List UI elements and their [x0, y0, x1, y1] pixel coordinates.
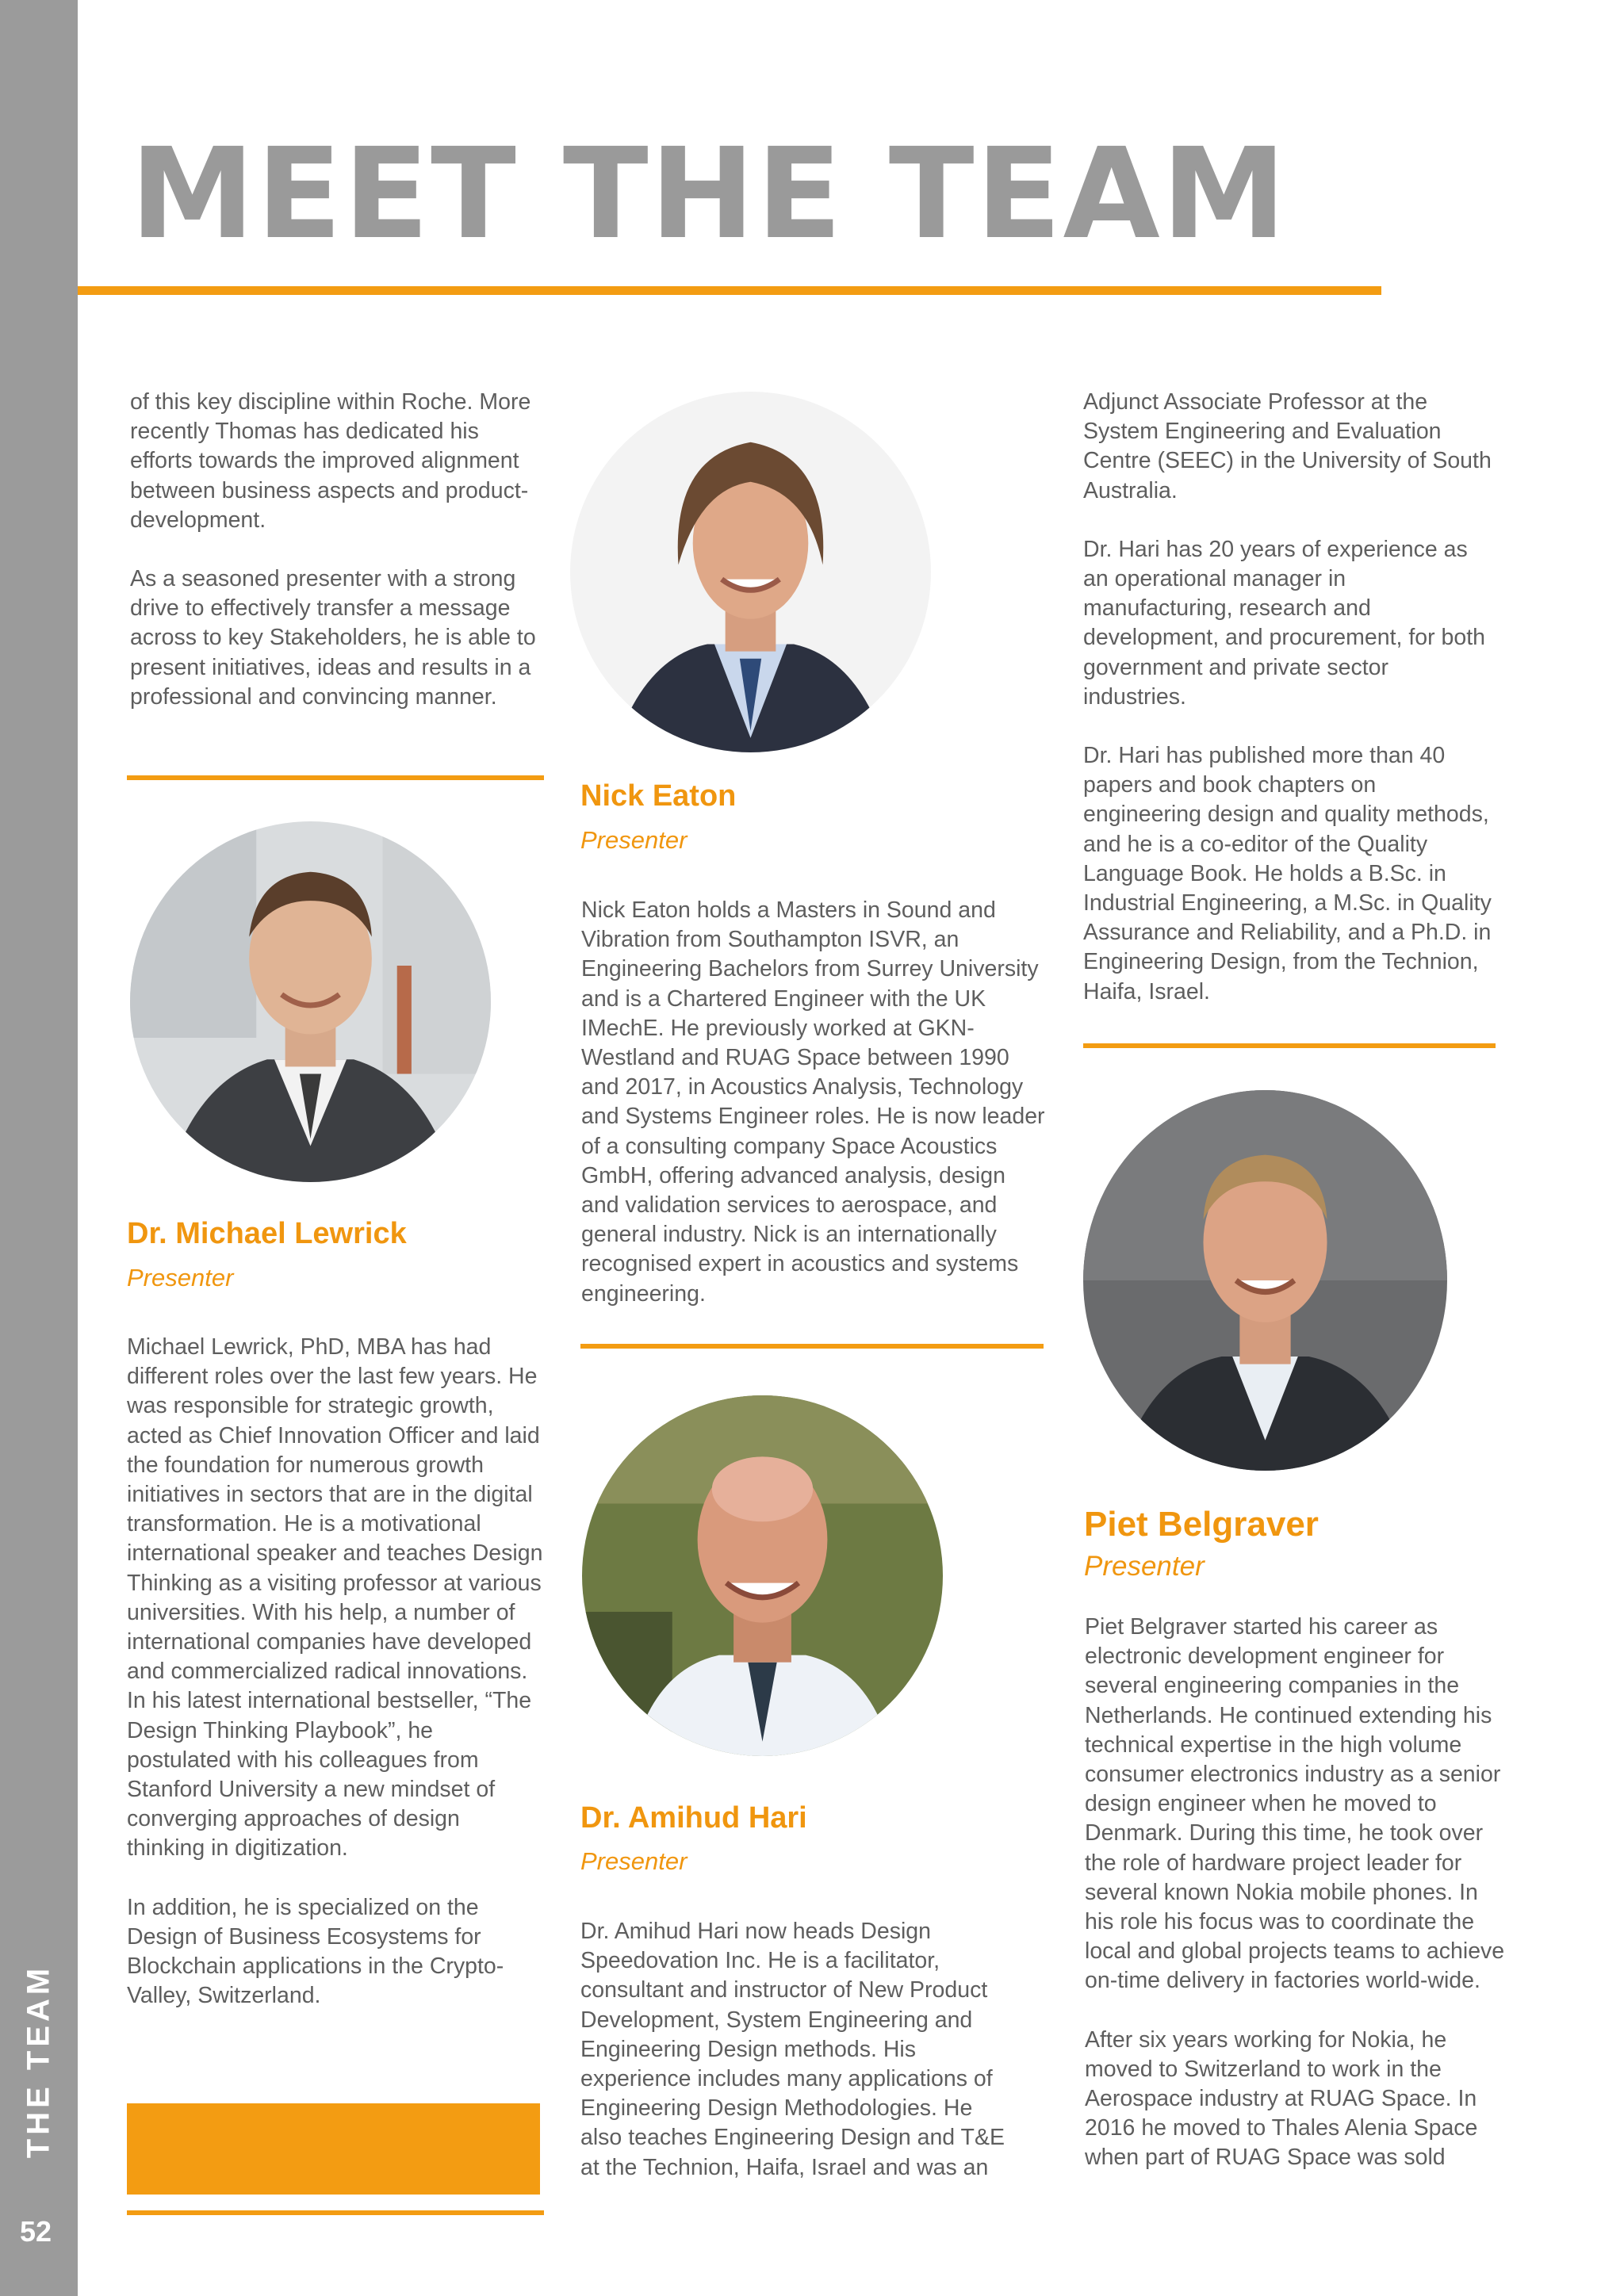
bio-paragraph: In addition, he is specialized on the Design of Business Ecosystems for Blockchain applications in the Crypto-Valley, Switzerland. [127, 1894, 504, 2009]
bio-michael [127, 1333, 543, 2040]
intro-paragraph: As a seasoned presenter with a strong drive to effectively transfer a message across to key Stakeholders, he is able to present initiatives, ideas and results in a professional and convincing manner. [130, 566, 536, 710]
bio-paragraph: Michael Lewrick, PhD, MBA has had different roles over the last few years. He was responsible for strategic growth, acted as Chief Innovation Officer and laid the foundation for numerous growth initiatives in sectors that are in the digital transformation. He is a motivational international speaker and teaches Design Thinking as a visiting professor at various universities. With his help, a number of international companies have developed and commercialized radical innovations. In his latest international bestseller, “The Design Thinking Playbook”, he postulated with his colleagues from Stanford University a new mindset of converging approaches of design thinking in digitization. [127, 1334, 543, 1862]
person-name-piet: Piet Belgraver [1084, 1505, 1319, 1544]
divider-rule [127, 2210, 544, 2215]
portrait-nick-eaton [570, 392, 931, 752]
person-role-amihud: Presenter [580, 1847, 688, 1875]
bio-piet [1085, 1613, 1513, 2202]
title-rule [78, 286, 1381, 295]
bio-nick [581, 896, 1045, 1338]
portrait-piet-belgraver-image [1083, 1090, 1447, 1471]
portrait-piet-belgraver [1083, 1090, 1447, 1471]
intro-text [130, 388, 542, 741]
bio-paragraph: Dr. Hari has 20 years of experience as an operational manager in manufacturing, research and development, and procurement, for both government and private sector industries. [1083, 536, 1485, 710]
page-number: 52 [19, 2215, 52, 2248]
intro-paragraph: of this key discipline within Roche. More recently Thomas has dedicated his efforts towards the improved alignment between business aspects and product-development. [130, 389, 531, 533]
bio-paragraph: Dr. Hari has published more than 40 papers and book chapters on engineering design and quality methods, and he is a co-editor of the Quality Language Book. He holds a B.Sc. in Industrial Engineering, a M.Sc. in Quality Assurance and Reliability, and a Ph.D. in Engineering Design, from the Technion, Haifa, Israel. [1083, 743, 1492, 1004]
portrait-nick-eaton-image [570, 392, 931, 752]
person-name-nick: Nick Eaton [580, 779, 737, 813]
bio-paragraph: Dr. Amihud Hari now heads Design Speedovation Inc. He is a facilitator, consultant and instructor of New Product Development, System Engineering and Engineering Design methods. His experience includes many applications of Engineering Design Methodologies. He also teaches Engineering Design and T&E at the Technion, Haifa, Israel and was an [580, 1919, 1005, 2180]
portrait-amihud-hari [582, 1395, 943, 1756]
bio-paragraph: Nick Eaton holds a Masters in Sound and Vibration from Southampton ISVR, an Engineering Bachelors from Surrey University and is a Chartered Engineer with the UK IMechE. He previously worked at GKN-Westland and RUAG Space between 1990 and 2017, in Acoustics Analysis, Technology and Systems Engineer roles. He is now leader of a consulting company Space Acoustics GmbH, offering advanced analysis, design and validation services to aerospace, and general industry. Nick is an internationally recognised expert in acoustics and systems engineering. [581, 897, 1045, 1307]
portrait-michael-lewrick-image [130, 821, 491, 1182]
portrait-amihud-hari-image [582, 1395, 943, 1756]
person-name-michael: Dr. Michael Lewrick [127, 1217, 407, 1250]
bio-paragraph: After six years working for Nokia, he moved to Switzerland to work in the Aerospace industry at RUAG Space. In 2016 he moved to Thales Alenia Space when part of RUAG Space was sold [1085, 2026, 1478, 2171]
section-label: THE TEAM [21, 1964, 56, 2159]
bio-amihud [580, 1917, 1009, 2212]
bio-paragraph: Adjunct Associate Professor at the System Engineering and Evaluation Centre (SEEC) in the University of South Australia. [1083, 389, 1492, 503]
page-title: MEET THE TEAM [130, 121, 1289, 267]
portrait-michael-lewrick [130, 821, 491, 1182]
bio-hari-continued [1083, 388, 1496, 1036]
divider-rule [1083, 1043, 1496, 1048]
person-role-piet: Presenter [1084, 1551, 1205, 1582]
sidebar [0, 0, 78, 2296]
bio-paragraph: Piet Belgraver started his career as electronic development engineer for several engineering companies in the Netherlands. He continued extending his technical expertise in the high volume consumer electronics industry as a senior design engineer when he moved to Denmark. During this time, he took over the role of hardware project leader for several known Nokia mobile phones. In his role his focus was to coordinate the local and global projects teams to achieve on-time delivery in factories world-wide. [1085, 1614, 1505, 1994]
divider-rule [127, 775, 544, 780]
divider-rule [580, 1344, 1044, 1349]
person-role-nick: Presenter [580, 826, 688, 854]
person-name-amihud: Dr. Amihud Hari [580, 1801, 807, 1835]
person-role-michael: Presenter [127, 1264, 234, 1292]
orange-block [127, 2103, 540, 2195]
